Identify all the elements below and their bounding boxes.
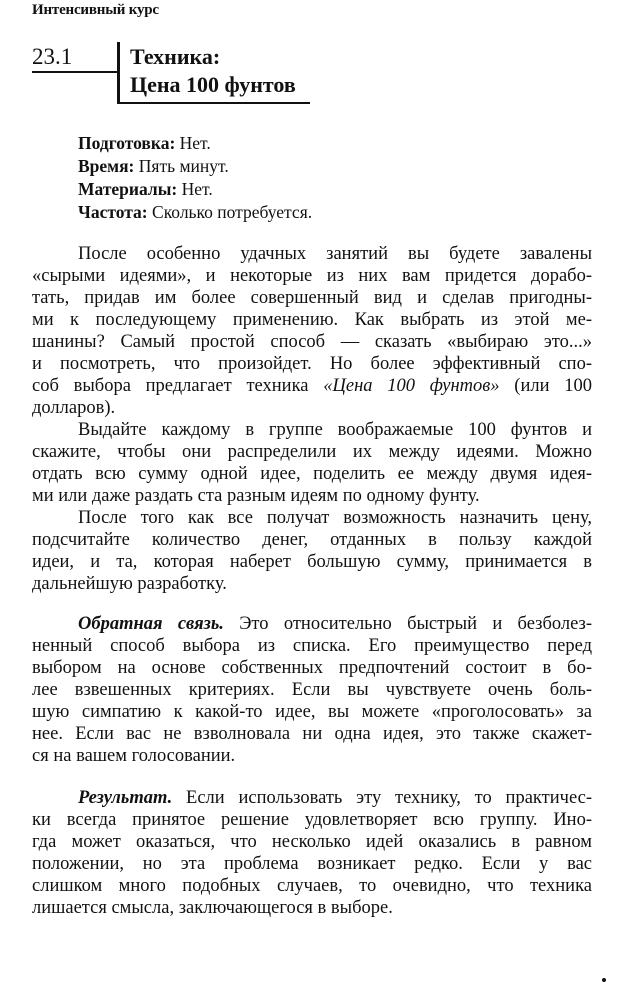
text-line — [78, 787, 592, 809]
text-line: После особенно удачных занятий вы будете завалены — [78, 244, 592, 264]
text-line: гда может оказаться, что несколько идей оказались в равном — [32, 832, 592, 852]
text-line: шанины? Самый простой способ — сказать «выбираю это...» — [32, 332, 592, 352]
text-line: долларов). — [32, 398, 116, 418]
meta-value: Нет. — [177, 179, 213, 199]
technique-meta — [78, 132, 312, 224]
text-line: тать, придав им более совершенный вид и сделав пригодны- — [32, 288, 592, 308]
section-title-line-2: Цена 100 фунтов — [130, 72, 296, 97]
feedback-label: Обратная связь. — [78, 614, 224, 634]
text-line: лее взвешенных критериях. Если вы чувствуете очень боль- — [32, 680, 592, 700]
text-segment: соб выбора предлагает техника — [32, 376, 324, 396]
meta-materials — [78, 178, 312, 201]
text-line: подсчитайте количество денег, отданных в пользу каждой — [32, 530, 592, 550]
text-segment: Это относительно быстрый и безболез- — [223, 614, 593, 634]
section-title-line-1: Техника: — [130, 44, 221, 69]
text-line: идеи, и та, которая наберет большую сумму, принимается в — [32, 552, 592, 572]
meta-frequency — [78, 201, 312, 224]
meta-value: Пять минут. — [134, 156, 229, 176]
text-line: После того как все получат возможность назначить цену, — [78, 508, 592, 528]
meta-label: Частота: — [78, 202, 148, 222]
running-head: Интенсивный курс — [32, 2, 159, 18]
text-line: ми к последующему применению. Как выбрать из этой ме- — [32, 310, 592, 330]
scan-speck — [602, 978, 606, 982]
text-line: выбором на основе собственных предпочтений состоит в бо- — [32, 658, 592, 678]
text-line: и посмотреть, что произойдет. Но более эффективный спо- — [32, 354, 592, 374]
text-line: ненный способ выбора из списка. Его преимущество перед — [32, 636, 592, 656]
result-label: Результат. — [78, 788, 173, 808]
text-line: нее. Если вас не взволновала ни одна идея, это также скажет- — [32, 724, 592, 744]
text-line: положении, но эта проблема возникает редко. Если у вас — [32, 854, 592, 874]
text-line: скажите, чтобы они распределили их между идеями. Можно — [32, 442, 592, 462]
text-line — [78, 613, 592, 635]
text-line: Выдайте каждому в группе воображаемые 100 фунтов и — [78, 420, 592, 440]
meta-label: Материалы: — [78, 179, 178, 199]
meta-label: Подготовка: — [78, 133, 176, 153]
text-line: ся на вашем голосовании. — [32, 746, 236, 766]
text-line: ми или даже раздать ста разным идеям по одному фунту. — [32, 486, 480, 506]
text-line: слишком много подобных случаев, то очевидно, что техника — [32, 876, 592, 896]
meta-value: Нет. — [175, 133, 211, 153]
text-segment: Если использовать эту технику, то практичес- — [172, 788, 592, 808]
text-line: шую симпатию к какой-то идее, вы можете «проголосовать» за — [32, 702, 592, 722]
meta-value: Сколько потребуется. — [147, 202, 313, 222]
text-line: дальнейшую разработку. — [32, 574, 227, 594]
text-line: лишается смысла, заключающегося в выборе. — [32, 898, 393, 918]
meta-label: Время: — [78, 156, 135, 176]
meta-preparation — [78, 132, 312, 155]
text-line — [32, 375, 592, 397]
text-line: «сырыми идеями», и некоторые из них вам придется дорабо- — [32, 266, 592, 286]
meta-time — [78, 155, 312, 178]
section-title — [117, 42, 310, 104]
text-line: отдать всю сумму одной идее, поделить ее между двумя идея- — [32, 464, 592, 484]
technique-name: «Цена 100 фунтов» — [323, 376, 500, 396]
text-line: ки всегда принятое решение удовлетворяет всю группу. Ино- — [32, 810, 592, 830]
text-segment: (или 100 — [499, 376, 592, 396]
section-number: 23.1 — [32, 44, 118, 73]
